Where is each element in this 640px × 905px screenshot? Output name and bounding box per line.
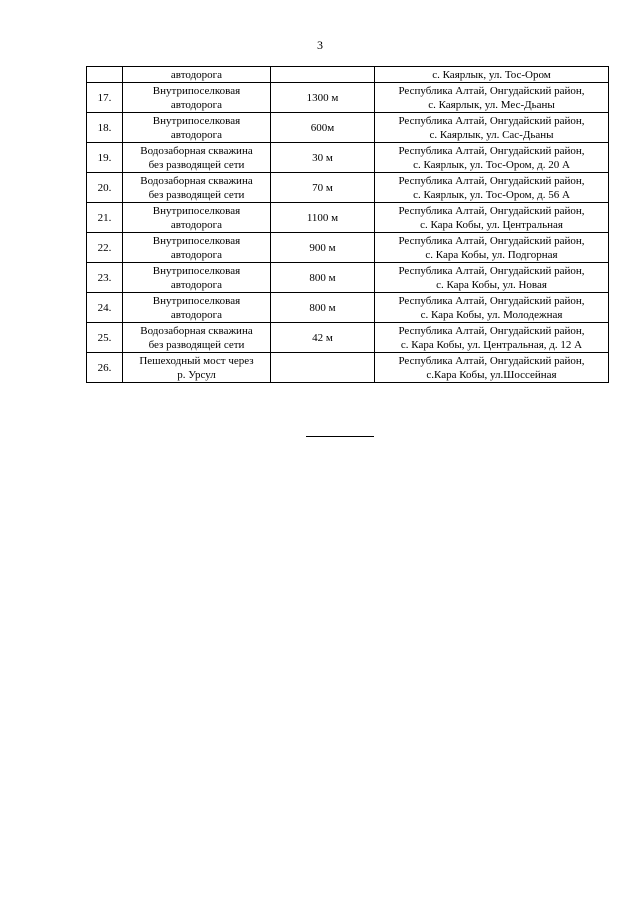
address-line: Республика Алтай, Онгудайский район, bbox=[398, 204, 585, 217]
table-row bbox=[87, 203, 609, 233]
table-row bbox=[87, 353, 609, 383]
object-name-cell bbox=[123, 83, 271, 113]
object-name-line: Пешеходный мост через bbox=[139, 354, 254, 367]
address-line: с. Кара Кобы, ул. Центральная, д. 12 А bbox=[400, 338, 583, 351]
object-name-line: Водозаборная скважина bbox=[140, 324, 253, 337]
address-cell bbox=[375, 323, 609, 353]
address-line: с. Кара Кобы, ул. Молодежная bbox=[420, 308, 563, 321]
page-number: 3 bbox=[317, 38, 323, 52]
table-row bbox=[87, 323, 609, 353]
object-name-line: Внутрипоселковая bbox=[152, 84, 241, 97]
object-name-line: Внутрипоселковая bbox=[152, 264, 241, 277]
length-cell: 800 м bbox=[271, 293, 375, 323]
address-line: с. Кара Кобы, ул. Центральная bbox=[420, 218, 563, 231]
object-name-line: автодорога bbox=[170, 278, 223, 291]
row-number-cell: 26. bbox=[87, 353, 123, 383]
address-cell bbox=[375, 263, 609, 293]
object-name-line: без разводящей сети bbox=[148, 158, 245, 171]
object-name-line: Водозаборная скважина bbox=[140, 174, 253, 187]
table-row bbox=[87, 233, 609, 263]
row-number-cell: 25. bbox=[87, 323, 123, 353]
length-cell: 1100 м bbox=[271, 203, 375, 233]
object-name-line: Водозаборная скважина bbox=[140, 144, 253, 157]
row-number-cell: 19. bbox=[87, 143, 123, 173]
row-number-cell bbox=[87, 67, 123, 83]
length-cell: 70 м bbox=[271, 173, 375, 203]
object-name-line: Внутрипоселковая bbox=[152, 204, 241, 217]
row-number-cell: 18. bbox=[87, 113, 123, 143]
length-cell: 30 м bbox=[271, 143, 375, 173]
length-cell: 600м bbox=[271, 113, 375, 143]
address-cell bbox=[375, 203, 609, 233]
address-line: Республика Алтай, Онгудайский район, bbox=[398, 84, 585, 97]
table-row bbox=[87, 263, 609, 293]
address-line: с. Каярлык, ул. Сас-Дьаны bbox=[429, 128, 554, 141]
address-line: с. Кара Кобы, ул. Новая bbox=[436, 278, 547, 291]
object-name-line: Внутрипоселковая bbox=[152, 234, 241, 247]
object-name-line: без разводящей сети bbox=[148, 188, 245, 201]
property-table bbox=[86, 66, 609, 383]
length-cell bbox=[271, 353, 375, 383]
length-cell: 1300 м bbox=[271, 83, 375, 113]
object-name-line: р. Урсул bbox=[177, 368, 216, 381]
address-line: с. Каярлык, ул. Мес-Дьаны bbox=[428, 98, 555, 111]
length-cell: 42 м bbox=[271, 323, 375, 353]
length-cell: 800 м bbox=[271, 263, 375, 293]
object-name-cell bbox=[123, 143, 271, 173]
object-name-line: автодорога bbox=[170, 128, 223, 141]
table-row bbox=[87, 83, 609, 113]
object-name-line: автодорога bbox=[170, 248, 223, 261]
object-name-cell bbox=[123, 293, 271, 323]
end-separator-line bbox=[306, 436, 374, 437]
object-name-line: Внутрипоселковая bbox=[152, 114, 241, 127]
object-name-line: автодорога bbox=[170, 98, 223, 111]
row-number-cell: 20. bbox=[87, 173, 123, 203]
object-name-line: Внутрипоселковая bbox=[152, 294, 241, 307]
row-number-cell: 23. bbox=[87, 263, 123, 293]
table-row bbox=[87, 173, 609, 203]
object-name-cell bbox=[123, 173, 271, 203]
address-line: Республика Алтай, Онгудайский район, bbox=[398, 234, 585, 247]
row-number-cell: 17. bbox=[87, 83, 123, 113]
address-line: с. Каярлык, ул. Тос-Ором, д. 56 А bbox=[413, 188, 570, 201]
address-line: Республика Алтай, Онгудайский район, bbox=[398, 264, 585, 277]
address-line: Республика Алтай, Онгудайский район, bbox=[398, 174, 585, 187]
row-number-cell: 24. bbox=[87, 293, 123, 323]
object-name-line: автодорога bbox=[170, 218, 223, 231]
address-cell: с. Каярлык, ул. Тос-Ором bbox=[375, 67, 609, 83]
address-cell bbox=[375, 113, 609, 143]
address-cell bbox=[375, 173, 609, 203]
row-number-cell: 22. bbox=[87, 233, 123, 263]
object-name-cell bbox=[123, 233, 271, 263]
address-line: Республика Алтай, Онгудайский район, bbox=[398, 324, 585, 337]
table-row bbox=[87, 143, 609, 173]
object-name-cell bbox=[123, 323, 271, 353]
length-cell: 900 м bbox=[271, 233, 375, 263]
object-name-cell: автодорога bbox=[123, 67, 271, 83]
address-line: с. Кара Кобы, ул. Подгорная bbox=[425, 248, 558, 261]
table-body bbox=[87, 67, 609, 383]
object-name-cell bbox=[123, 353, 271, 383]
row-number-cell: 21. bbox=[87, 203, 123, 233]
address-cell bbox=[375, 143, 609, 173]
address-line: Республика Алтай, Онгудайский район, bbox=[398, 354, 585, 367]
address-cell bbox=[375, 353, 609, 383]
address-line: Республика Алтай, Онгудайский район, bbox=[398, 114, 585, 127]
address-cell bbox=[375, 293, 609, 323]
object-name-line: автодорога bbox=[170, 308, 223, 321]
length-cell bbox=[271, 67, 375, 83]
address-cell bbox=[375, 83, 609, 113]
address-line: с. Каярлык, ул. Тос-Ором, д. 20 А bbox=[413, 158, 570, 171]
object-name-cell bbox=[123, 263, 271, 293]
address-line: Республика Алтай, Онгудайский район, bbox=[398, 294, 585, 307]
table-row bbox=[87, 293, 609, 323]
address-cell bbox=[375, 233, 609, 263]
table-row bbox=[87, 113, 609, 143]
address-line: Республика Алтай, Онгудайский район, bbox=[398, 144, 585, 157]
object-name-cell bbox=[123, 113, 271, 143]
object-name-line: без разводящей сети bbox=[148, 338, 245, 351]
address-line: с.Кара Кобы, ул.Шоссейная bbox=[426, 368, 557, 381]
table-row bbox=[87, 67, 609, 83]
object-name-cell bbox=[123, 203, 271, 233]
